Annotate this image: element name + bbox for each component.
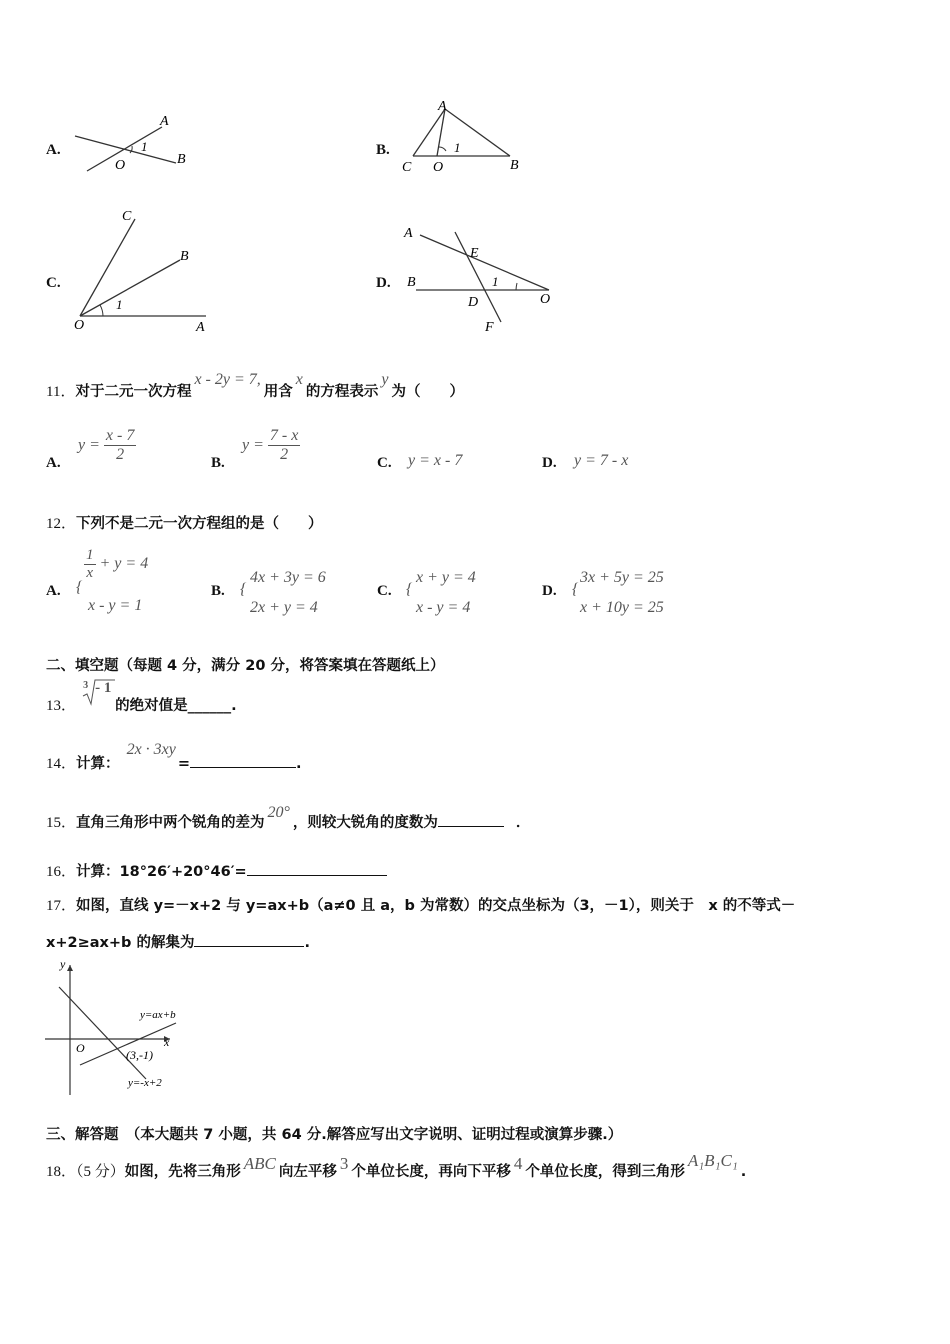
- option-b-label: B.: [211, 455, 225, 471]
- question-number: 18．: [46, 1164, 77, 1180]
- point-b: B: [180, 249, 189, 264]
- angle-1: 1: [116, 297, 123, 312]
- answer-blank[interactable]: [438, 812, 504, 827]
- angle-arc: [100, 305, 103, 316]
- line1-label: y=ax+b: [140, 1009, 176, 1021]
- line-ao: [420, 235, 549, 290]
- question-number: 12．: [46, 516, 77, 532]
- option-c-label: C.: [377, 455, 392, 471]
- angle-1: 1: [141, 139, 148, 154]
- cube-root: 3 - 1: [81, 692, 115, 712]
- angle-value: 20°: [267, 804, 290, 821]
- question-18: 18．（5 分）如图，先将三角形 ABC 向左平移 3 个单位长度，再向下平移 4 个单位长度，得到三角形A₁B₁C₁.: [46, 1151, 747, 1180]
- q11-options: [46, 425, 866, 475]
- line-ca: [413, 109, 445, 156]
- angle-arc: [516, 283, 517, 290]
- option-b-line1: 4x + 3y = 6: [250, 569, 326, 586]
- point-e: E: [470, 246, 479, 261]
- point-o: O: [433, 160, 444, 175]
- point-d: D: [468, 295, 479, 310]
- angle-1: 1: [492, 274, 499, 289]
- triangle-a1b1c1: A₁B₁C₁: [687, 1151, 738, 1170]
- origin-label: O: [76, 1041, 85, 1055]
- variable-x: x: [295, 371, 303, 388]
- option-b-line2: 2x + y = 4: [250, 599, 318, 616]
- point-a: A: [196, 320, 205, 335]
- point-f: F: [485, 320, 494, 335]
- equation: x - 2y = 7,: [194, 371, 261, 388]
- point-c: C: [122, 209, 132, 224]
- intersection-label: (3,-1): [126, 1048, 153, 1062]
- question-17: 17．如图，直线 y=－x+2 与 y=ax+b（a≠0 且 a，b 为常数）的交点坐标为（3，－1），则关于 x 的不等式－: [46, 898, 796, 914]
- option-a-line1: $\frac{1}{x}$ + y = 4: [86, 547, 149, 581]
- x-label: x: [164, 1035, 170, 1049]
- point-o: O: [74, 318, 85, 333]
- question-number: 14．: [46, 756, 77, 772]
- line-oc: [80, 219, 135, 316]
- option-c-line1: x + y = 4: [416, 569, 476, 586]
- line-y-eq-neg-x-plus-2: [59, 987, 146, 1079]
- variable-y: y: [381, 371, 389, 388]
- option-d-line2: x + 10y = 25: [580, 599, 664, 616]
- option-b-label: B.: [211, 583, 225, 599]
- figure-a: [70, 105, 200, 180]
- triangle-abc: ABC: [243, 1154, 276, 1173]
- figure-d: [398, 218, 568, 338]
- point-c: C: [402, 160, 412, 175]
- question-11: 11．对于二元一次方程x - 2y = 7,用含x的方程表示y为（ ）: [46, 371, 464, 400]
- question-12: 12．下列不是二元一次方程组的是（ ）: [46, 516, 323, 532]
- option-d-label: D.: [376, 275, 391, 291]
- point-a: A: [160, 114, 169, 129]
- point-o: O: [115, 158, 126, 173]
- question-16: 16．计算：18°26′+20°46′=: [46, 860, 387, 881]
- question-number: 11．: [46, 384, 76, 400]
- answer-blank[interactable]: [247, 861, 387, 876]
- question-17-line2: x+2≥ax+b 的解集为 .: [46, 931, 310, 952]
- expression: 2x · 3xy: [126, 741, 176, 758]
- option-d-label: D.: [542, 455, 557, 471]
- figure-b: [398, 95, 533, 180]
- angle-1: 1: [454, 140, 461, 155]
- question-13: 13． 3 - 1 的绝对值是______.: [46, 680, 237, 714]
- option-a-line2: x - y = 1: [88, 597, 143, 614]
- shift-down: 4: [513, 1154, 523, 1173]
- answer-blank[interactable]: [194, 932, 304, 947]
- answer-blank[interactable]: [190, 753, 296, 768]
- question-number: 17．: [46, 898, 77, 914]
- figure-c: [70, 205, 220, 335]
- option-a-label: A.: [46, 142, 61, 158]
- section-2-title: 二、填空题（每题 4 分，满分 20 分，将答案填在答题纸上）: [46, 658, 445, 674]
- point-a: A: [404, 226, 413, 241]
- option-b-label: B.: [376, 142, 390, 158]
- question-number: 13．: [46, 698, 77, 714]
- question-number: 16．: [46, 864, 77, 880]
- question-14: 14．计算： 2x · 3xy= .: [46, 741, 302, 772]
- point-o: O: [540, 292, 551, 307]
- option-d-line1: 3x + 5y = 25: [580, 569, 664, 586]
- q17-graph: [40, 955, 200, 1100]
- line-ob: [75, 136, 176, 163]
- y-axis-arrow: [67, 965, 73, 971]
- option-c-line2: x - y = 4: [416, 599, 471, 616]
- q12-options: A. { $\frac{1}{x}$ + y = 4 x - y = 1 B. { 4x + 3y = 6 2x + y = 4 C. { x + y = 4 x - y = 4 D. { 3x + 5y = 25 x + 10y = 25: [46, 547, 664, 616]
- line-ob: [80, 260, 180, 316]
- point-b: B: [177, 152, 186, 167]
- option-b-expr: y = $\frac{7 - x}{2}$: [242, 427, 299, 463]
- option-c-label: C.: [377, 583, 392, 599]
- option-c-label: C.: [46, 275, 61, 291]
- option-c-expr: y = x - 7: [408, 452, 463, 469]
- point-a: A: [438, 99, 447, 114]
- section-3-title: 三、解答题 （本大题共 7 小题，共 64 分.解答应写出文字说明、证明过程或演算步骤.）: [46, 1127, 623, 1143]
- score: （5 分）: [76, 1164, 125, 1180]
- angle-arc: [130, 146, 132, 153]
- shift-left: 3: [339, 1154, 349, 1173]
- angle-arc: [439, 147, 446, 151]
- option-a-label: A.: [46, 583, 61, 599]
- question-15: 15．直角三角形中两个锐角的差为20°，则较大锐角的度数为 ．: [46, 804, 531, 831]
- option-a-expr: y = $\frac{x - 7}{2}$: [78, 427, 135, 463]
- option-d-label: D.: [542, 583, 557, 599]
- line2-label: y=-x+2: [128, 1077, 162, 1089]
- point-b: B: [510, 158, 519, 173]
- option-a-label: A.: [46, 455, 61, 471]
- option-d-expr: y = 7 - x: [574, 452, 629, 469]
- point-b: B: [407, 275, 416, 290]
- question-number: 15．: [46, 815, 77, 831]
- y-label: y: [60, 957, 66, 971]
